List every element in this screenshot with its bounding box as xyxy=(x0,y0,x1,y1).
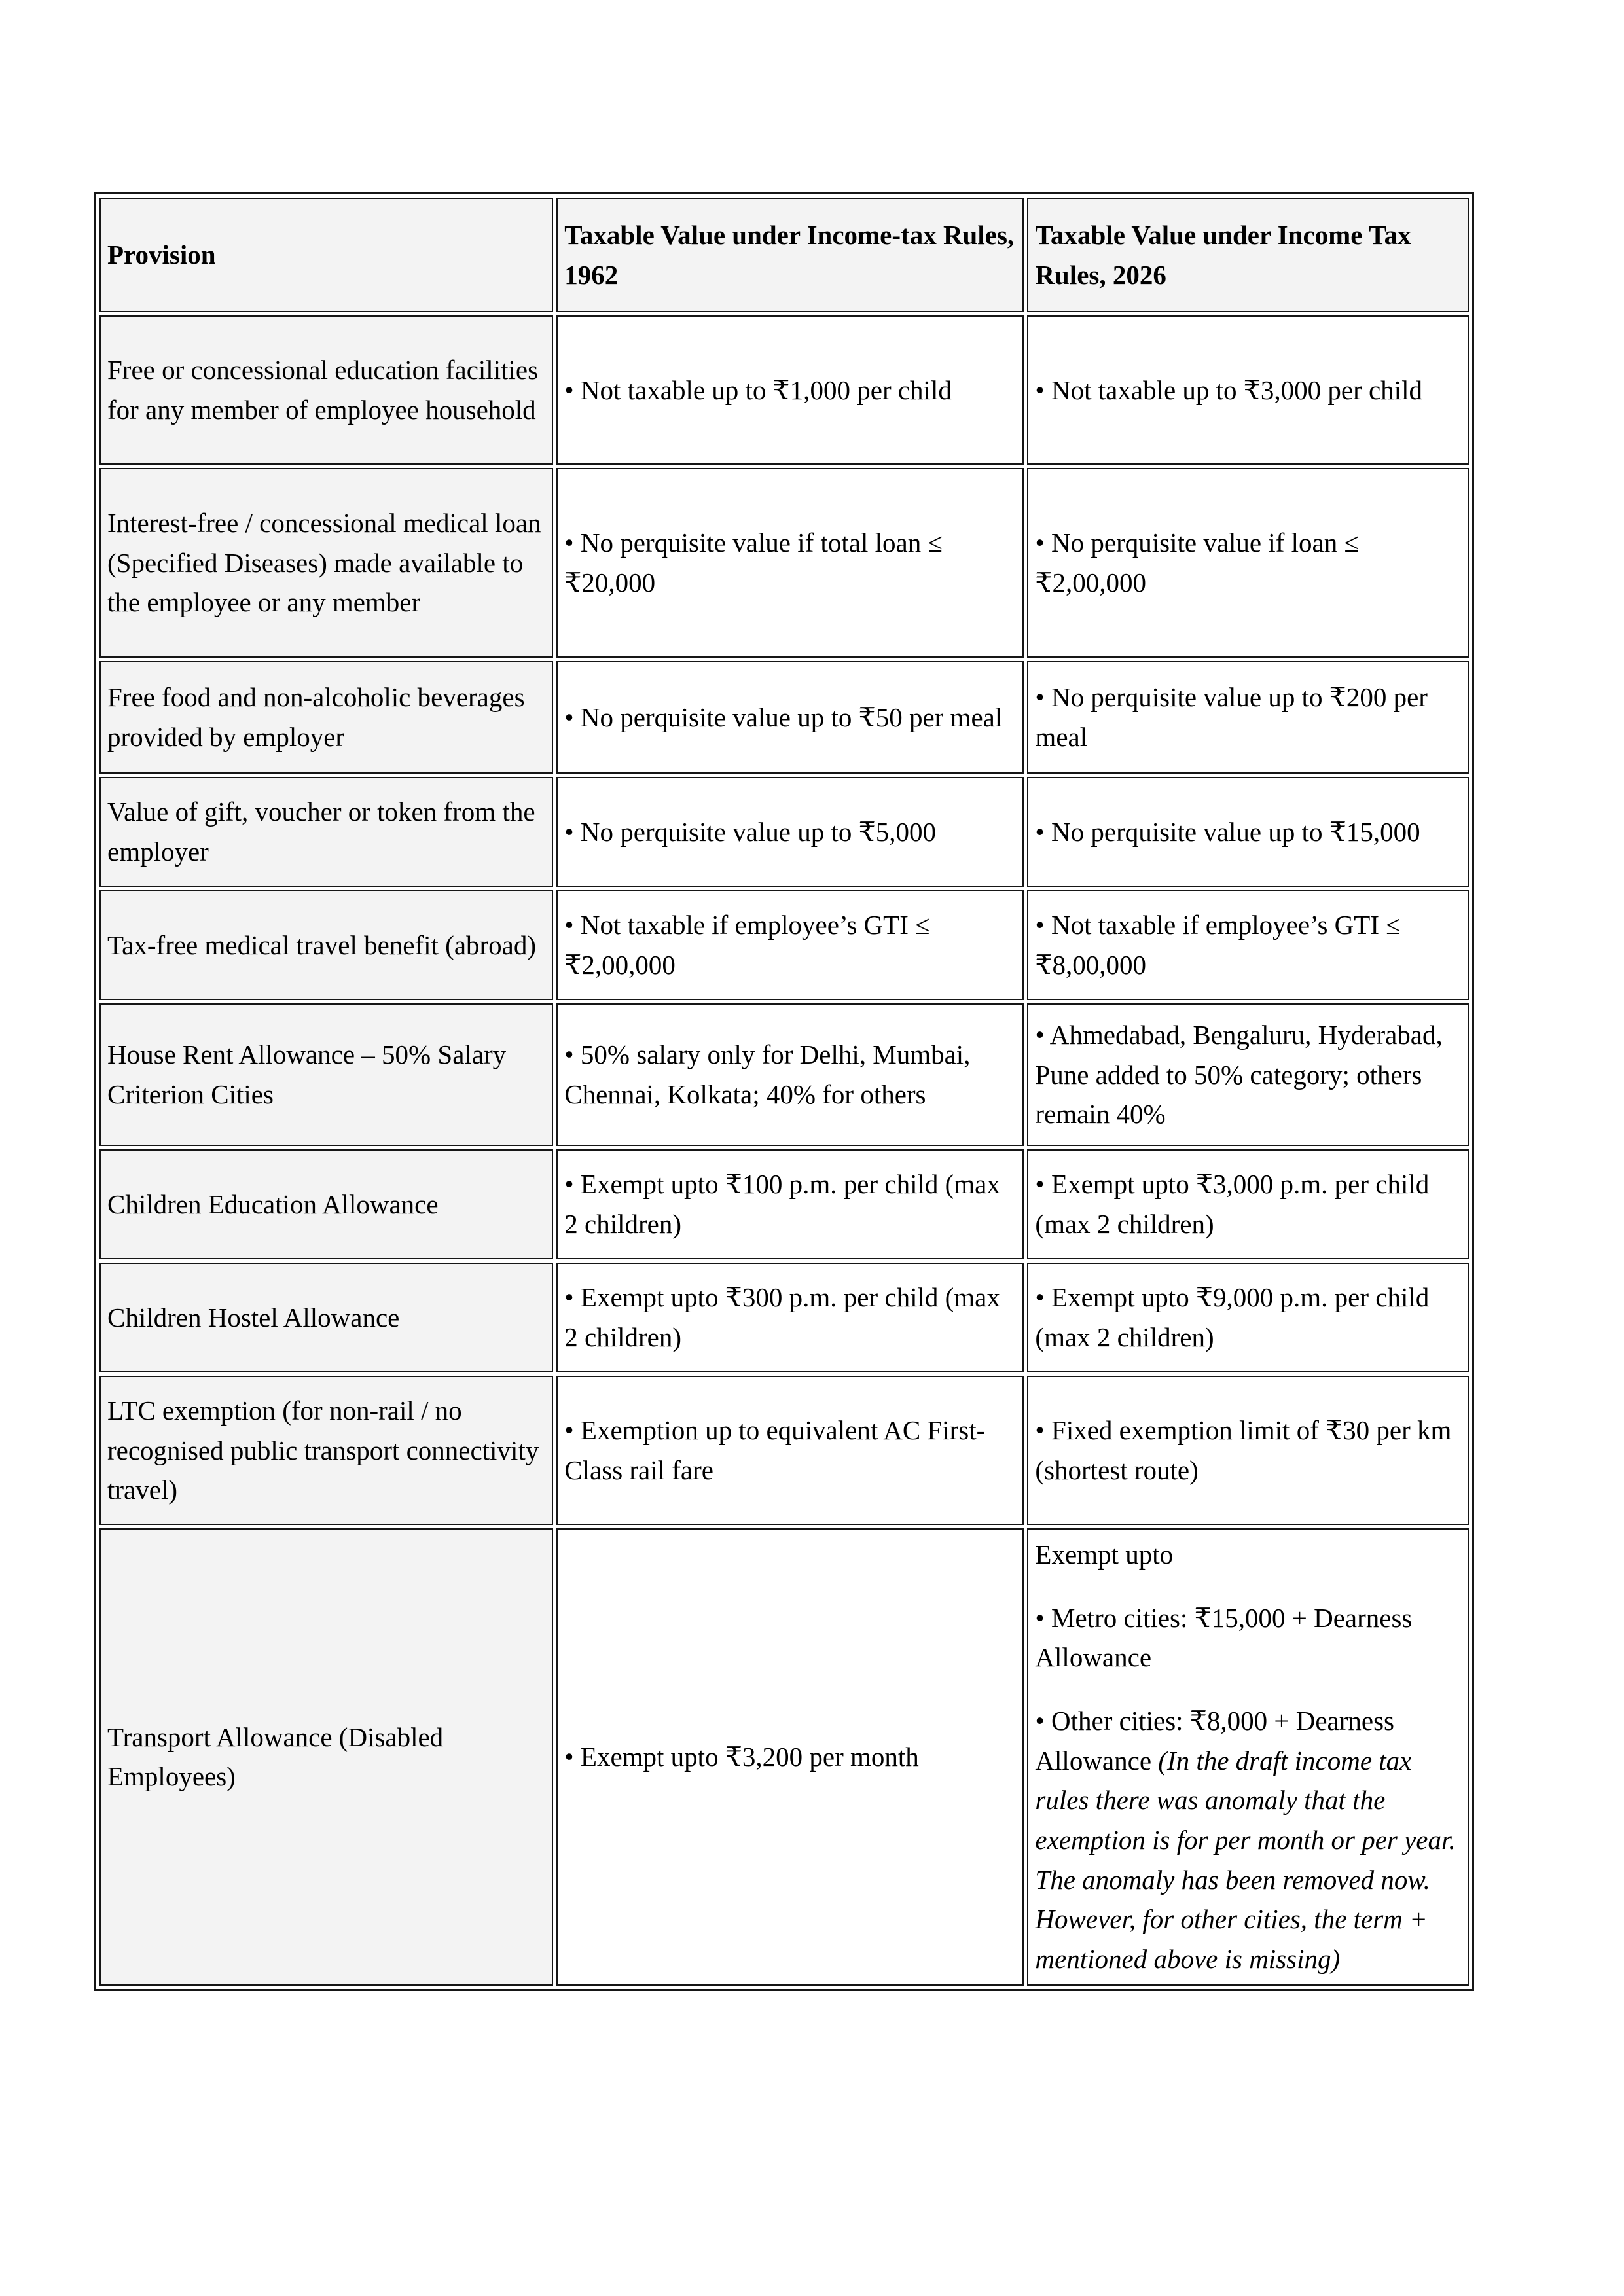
table-row xyxy=(99,1376,1469,1525)
table-row xyxy=(99,315,1469,465)
provision-cell: Value of gift, voucher or token from the employer xyxy=(99,777,553,887)
provision-cell: Children Hostel Allowance xyxy=(99,1263,553,1372)
rules-2026-cell: • Not taxable if employee’s GTI ≤ ₹8,00,000 xyxy=(1027,890,1469,1000)
table-row xyxy=(99,1263,1469,1372)
provision-cell: Interest-free / concessional medical loan (Specified Diseases) made available to the employee or any member xyxy=(99,468,553,658)
exempt-intro-paragraph: Exempt upto xyxy=(1035,1539,1174,1570)
rules-1962-cell: • No perquisite value up to ₹50 per meal xyxy=(556,661,1024,774)
table-row xyxy=(99,777,1469,887)
provision-cell: Free food and non-alcoholic beverages provided by employer xyxy=(99,661,553,774)
rules-2026-cell: • Fixed exemption limit of ₹30 per km (shortest route) xyxy=(1027,1376,1469,1525)
provision-cell: Tax-free medical travel benefit (abroad) xyxy=(99,890,553,1000)
rules-2026-cell: • Ahmedabad, Bengaluru, Hyderabad, Pune added to 50% category; others remain 40% xyxy=(1027,1003,1469,1146)
metro-cities-paragraph: • Metro cities: ₹15,000 + Dearness Allowance xyxy=(1035,1602,1413,1673)
other-cities-paragraph xyxy=(1035,1701,1461,1979)
comparison-table xyxy=(94,192,1474,1991)
table-row xyxy=(99,1003,1469,1146)
provision-cell: Free or concessional education facilities for any member of employee household xyxy=(99,315,553,465)
table-container xyxy=(94,192,1474,1991)
rules-2026-cell: • No perquisite value up to ₹15,000 xyxy=(1027,777,1469,887)
header-row xyxy=(99,198,1469,312)
table-row xyxy=(99,661,1469,774)
rules-1962-cell: • Not taxable if employee’s GTI ≤ ₹2,00,000 xyxy=(556,890,1024,1000)
rules-2026-cell: • No perquisite value if loan ≤ ₹2,00,000 xyxy=(1027,468,1469,658)
rules-1962-cell: • No perquisite value if total loan ≤ ₹20,000 xyxy=(556,468,1024,658)
rules-2026-cell: • Exempt upto ₹9,000 p.m. per child (max 2 children) xyxy=(1027,1263,1469,1372)
table-row xyxy=(99,1528,1469,1986)
rules-1962-cell: • Exemption up to equivalent AC First-Class rail fare xyxy=(556,1376,1024,1525)
rules-2026-cell: • No perquisite value up to ₹200 per meal xyxy=(1027,661,1469,774)
provision-cell: Children Education Allowance xyxy=(99,1149,553,1259)
rules-1962-cell: • 50% salary only for Delhi, Mumbai, Chennai, Kolkata; 40% for others xyxy=(556,1003,1024,1146)
other-cities-text: • Other cities: ₹8,000 + Dearness Allowance xyxy=(1035,1706,1395,1776)
rules-1962-cell: • Exempt upto ₹100 p.m. per child (max 2 children) xyxy=(556,1149,1024,1259)
rules-2026-cell: • Exempt upto ₹3,000 p.m. per child (max 2 children) xyxy=(1027,1149,1469,1259)
rules-1962-cell: • No perquisite value up to ₹5,000 xyxy=(556,777,1024,887)
other-cities-note-italic: (In the draft income tax rules there was anomaly that the exemption is for per month or per year. The anomaly has been removed now. However, for other cities, the term + mentioned above is missing) xyxy=(1035,1745,1456,1975)
provision-cell: Transport Allowance (Disabled Employees) xyxy=(99,1528,553,1986)
rules-2026-cell: • Not taxable up to ₹3,000 per child xyxy=(1027,315,1469,465)
provision-cell: LTC exemption (for non-rail / no recognised public transport connectivity travel) xyxy=(99,1376,553,1525)
column-header-rules-1962: Taxable Value under Income-tax Rules, 1962 xyxy=(556,198,1024,312)
rules-1962-cell: • Not taxable up to ₹1,000 per child xyxy=(556,315,1024,465)
rules-2026-cell xyxy=(1027,1528,1469,1986)
rules-1962-cell: • Exempt upto ₹300 p.m. per child (max 2 children) xyxy=(556,1263,1024,1372)
table-row xyxy=(99,890,1469,1000)
provision-cell: House Rent Allowance – 50% Salary Criterion Cities xyxy=(99,1003,553,1146)
column-header-provision: Provision xyxy=(99,198,553,312)
rules-1962-cell: • Exempt upto ₹3,200 per month xyxy=(556,1528,1024,1986)
table-row xyxy=(99,468,1469,658)
column-header-rules-2026: Taxable Value under Income Tax Rules, 2026 xyxy=(1027,198,1469,312)
table-row xyxy=(99,1149,1469,1259)
